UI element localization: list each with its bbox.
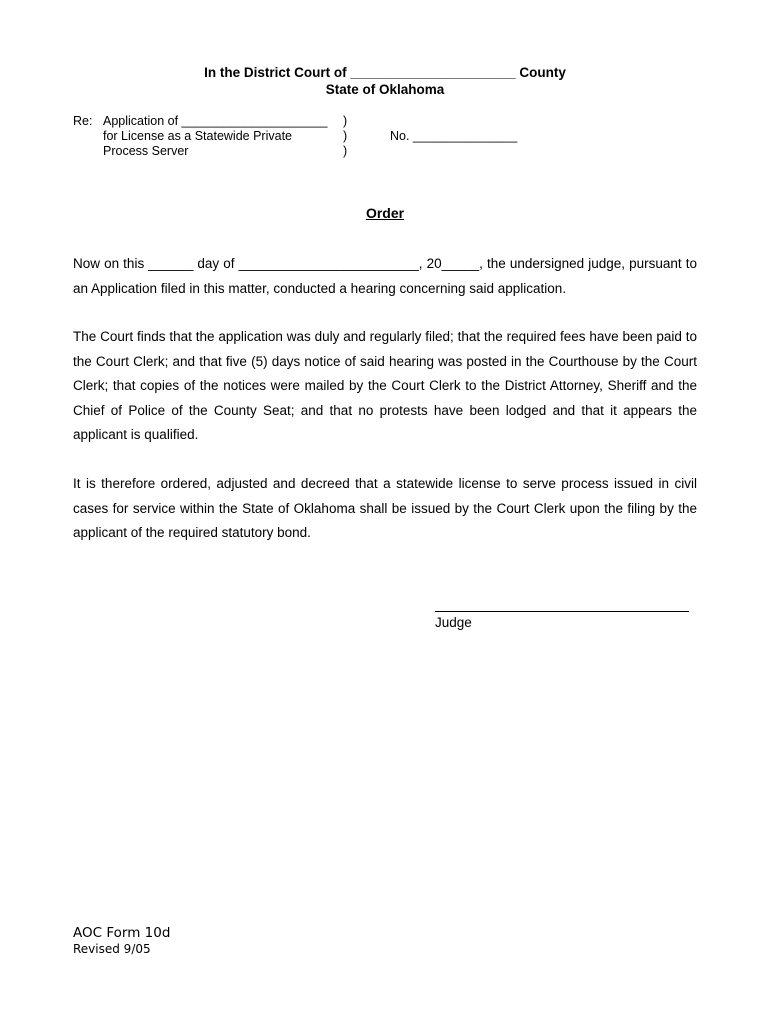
re-line-process-server: Process Server bbox=[103, 144, 189, 158]
decree-paragraph: It is therefore ordered, adjusted and decreed that a statewide license to serve process issued in civil cases for service within the State of Oklahoma shall be issued by the Court Clerk upon the filing by the applicant of the required statutory bond. bbox=[73, 476, 697, 540]
judge-signature-line bbox=[435, 611, 689, 612]
case-number-field: No. _______________ bbox=[390, 129, 518, 143]
caption-paren: ) bbox=[343, 114, 348, 128]
court-header-line: In the District Court of ______________________ County bbox=[204, 65, 566, 80]
order-title: Order bbox=[365, 205, 405, 221]
form-identifier: AOC Form 10d bbox=[73, 925, 171, 941]
state-header-line: State of Oklahoma bbox=[325, 82, 445, 97]
re-label: Re: bbox=[73, 114, 93, 128]
hearing-paragraph: Now on this ______ day of ________________________, 20_____, the undersigned judge, pursuant to an Application filed in this matter, conducted a hearing concerning said application. bbox=[73, 256, 697, 296]
caption-paren: ) bbox=[343, 144, 348, 158]
re-line-applicant: Application of _____________________ bbox=[103, 114, 328, 128]
caption-paren: ) bbox=[343, 129, 348, 143]
form-revision: Revised 9/05 bbox=[73, 942, 151, 956]
re-line-license: for License as a Statewide Private bbox=[103, 129, 292, 143]
judge-label: Judge bbox=[435, 615, 472, 630]
findings-paragraph: The Court finds that the application was duly and regularly filed; that the required fees have been paid to the Court Clerk; and that five (5) days notice of said hearing was posted in the Courthouse by the Court Clerk; that copies of the notices were mailed by the Court Clerk to the District Attorney, Sheriff and the Chief of Police of the County Seat; and that no protests have been lodged and that it appears the applicant is qualified. bbox=[73, 329, 697, 442]
